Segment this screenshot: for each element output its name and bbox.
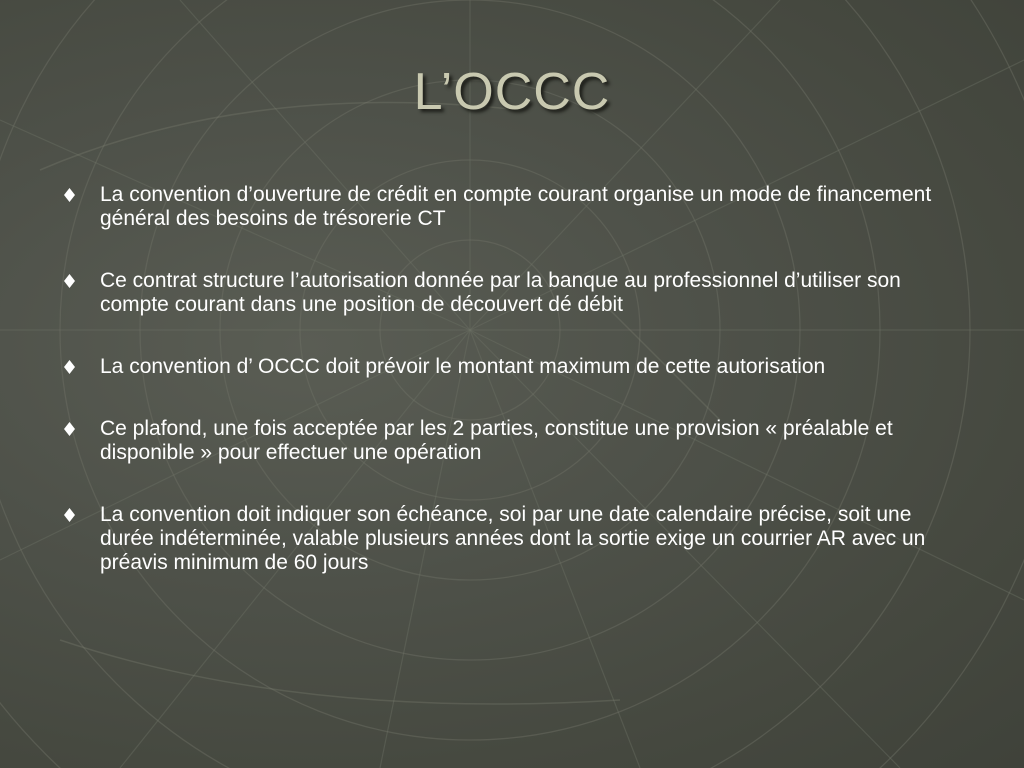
diamond-bullet-icon (64, 508, 75, 522)
bullet-item (62, 417, 962, 465)
bullet-text: Ce plafond, une fois acceptée par les 2 parties, constitue une provision « préalable et disponible » pour effectuer une opération (100, 417, 893, 464)
slide-title: L’OCCC (413, 63, 611, 121)
bullet-item (62, 183, 962, 231)
bullet-item (62, 355, 962, 379)
bullet-item (62, 269, 962, 317)
bullet-list (62, 183, 962, 613)
bullet-text: La convention d’ OCCC doit prévoir le montant maximum de cette autorisation (100, 355, 826, 378)
diamond-bullet-icon (64, 274, 75, 288)
bullet-text: La convention d’ouverture de crédit en compte courant organise un mode de financement général des besoins de trésorerie CT (100, 183, 932, 230)
bullet-text: La convention doit indiquer son échéance, soi par une date calendaire précise, soit une durée indéterminée, valable plusieurs années dont la sortie exige un courrier AR avec un préavis minimum de 60 jours (100, 503, 926, 574)
diamond-bullet-icon (64, 360, 75, 374)
diamond-bullet-icon (64, 188, 75, 202)
diamond-bullet-icon (64, 422, 75, 436)
bullet-text: Ce contrat structure l’autorisation donnée par la banque au professionnel d’utiliser son compte courant dans une position de découvert dé débit (100, 269, 901, 316)
bullet-item (62, 503, 962, 575)
